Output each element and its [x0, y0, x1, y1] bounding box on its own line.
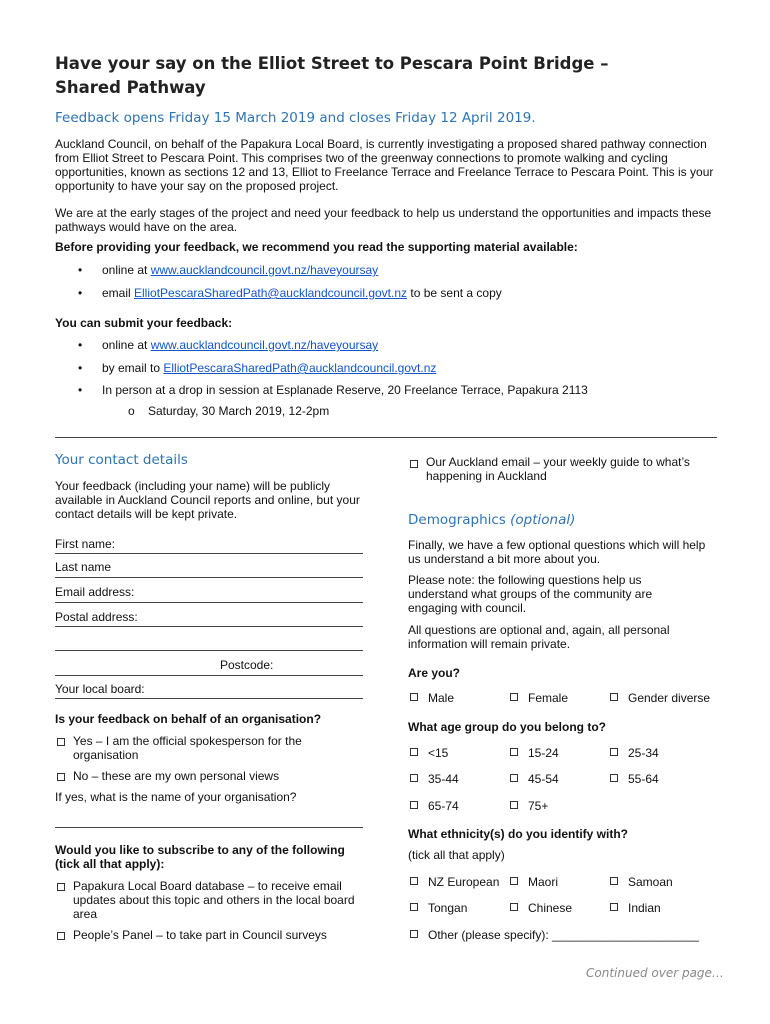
org-yes-option: Yes – I am the official spokesperson for the organisation	[73, 734, 302, 762]
organisation-question: Is your feedback on behalf of an organisation?	[55, 712, 322, 726]
postcode-field[interactable]	[55, 675, 363, 676]
postal-address-field-line2[interactable]	[55, 650, 363, 651]
gender-option-diverse[interactable]: Gender diverse	[610, 691, 710, 705]
page-title: Have your say on the Elliot Street to Pescara Point Bridge – Shared Pathway	[55, 54, 609, 97]
submit-item-online: online at www.aucklandcouncil.govt.nz/haveyoursay	[102, 338, 379, 352]
before-heading: Before providing your feedback, we recommend you read the supporting material available:	[55, 240, 578, 254]
bullet: •	[78, 383, 83, 397]
last-name-field[interactable]	[55, 577, 363, 578]
age-option[interactable]: <15	[410, 746, 448, 760]
local-board-label: Your local board:	[55, 682, 145, 696]
age-option[interactable]: 25-34	[610, 746, 659, 760]
continued-note: Continued over page…	[586, 966, 724, 980]
ethnicity-question: What ethnicity(s) do you identify with?	[408, 827, 628, 841]
before-item-online: online at www.aucklandcouncil.govt.nz/haveyoursay	[102, 263, 379, 277]
org-no-option: No – these are my own personal views	[73, 769, 280, 783]
intro-paragraph: Auckland Council, on behalf of the Papakura Local Board, is currently investigating a proposed shared pathway connection from Elliot Street to Pescara Point. This comprises two of the greenway connections to promote walking and cycling opportunities, known as sections 12 and 13, Elliot to Freelance Terrace and Freelance Terrace to Pescara Point. This is your opportunity to have your say on the proposed project.	[55, 137, 714, 193]
bullet: •	[78, 263, 83, 277]
email-label: Email address:	[55, 585, 135, 599]
sub-bullet: o	[128, 404, 135, 418]
before-item-email: email ElliotPescaraSharedPath@aucklandcouncil.govt.nz to be sent a copy	[102, 286, 502, 300]
organisation-name-field[interactable]	[55, 827, 363, 828]
ethnicity-note: (tick all that apply)	[408, 848, 505, 862]
haveyoursay-link[interactable]: www.aucklandcouncil.govt.nz/haveyoursay	[150, 338, 379, 352]
ethnicity-option[interactable]: Tongan	[410, 901, 467, 915]
demographics-privacy: All questions are optional and, again, all personal information will remain private.	[408, 623, 670, 651]
checkbox[interactable]	[57, 773, 65, 781]
checkbox[interactable]	[57, 883, 65, 891]
bullet: •	[78, 338, 83, 352]
gender-option-male[interactable]: Male	[410, 691, 454, 705]
ethnicity-other-option[interactable]: Other (please specify): ______________________	[410, 928, 699, 942]
ethnicity-option[interactable]: Chinese	[510, 901, 572, 915]
contact-note: Your feedback (including your name) will be publicly available in Auckland Council reports and online, but your contact details will be kept private.	[55, 479, 360, 521]
local-board-field[interactable]	[55, 698, 363, 699]
email-link[interactable]: ElliotPescaraSharedPath@aucklandcouncil.govt.nz	[163, 361, 437, 375]
section-divider	[55, 437, 717, 438]
subscribe-question: Would you like to subscribe to any of the following (tick all that apply):	[55, 843, 345, 871]
age-option[interactable]: 75+	[510, 799, 548, 813]
email-link[interactable]: ElliotPescaraSharedPath@aucklandcouncil.govt.nz	[134, 286, 408, 300]
age-option[interactable]: 15-24	[510, 746, 559, 760]
feedback-dates: Feedback opens Friday 15 March 2019 and closes Friday 12 April 2019.	[55, 110, 536, 126]
subscribe-option-peoples-panel: People’s Panel – to take part in Council surveys	[73, 928, 327, 942]
first-name-field[interactable]	[55, 553, 363, 554]
gender-question: Are you?	[408, 666, 461, 680]
postal-address-field[interactable]	[55, 626, 363, 627]
subscribe-option-local-board: Papakura Local Board database – to receive email updates about this topic and others in the local board area	[73, 879, 355, 921]
ethnicity-option[interactable]: NZ European	[410, 875, 499, 889]
haveyoursay-link[interactable]: www.aucklandcouncil.govt.nz/haveyoursay	[150, 263, 379, 277]
checkbox[interactable]	[410, 460, 418, 468]
early-stage-paragraph: We are at the early stages of the project and need your feedback to help us understand the opportunities and impacts these pathways would have on the area.	[55, 206, 712, 234]
drop-in-session-date: Saturday, 30 March 2019, 12-2pm	[148, 404, 330, 418]
checkbox[interactable]	[57, 932, 65, 940]
postal-address-label: Postal address:	[55, 610, 138, 624]
age-option[interactable]: 45-54	[510, 772, 559, 786]
age-option[interactable]: 65-74	[410, 799, 459, 813]
bullet: •	[78, 286, 83, 300]
subscribe-option-our-auckland: Our Auckland email – your weekly guide to what’s happening in Auckland	[426, 455, 690, 483]
submit-item-email: by email to ElliotPescaraSharedPath@aucklandcouncil.govt.nz	[102, 361, 437, 375]
submit-item-in-person: In person at a drop in session at Esplanade Reserve, 20 Freelance Terrace, Papakura 2113	[102, 383, 588, 397]
demographics-heading: Demographics (optional)	[408, 512, 576, 528]
last-name-label: Last name	[55, 560, 112, 574]
email-field[interactable]	[55, 602, 363, 603]
bullet: •	[78, 361, 83, 375]
first-name-label: First name:	[55, 537, 116, 551]
submit-heading: You can submit your feedback:	[55, 316, 233, 330]
age-option[interactable]: 55-64	[610, 772, 659, 786]
demographics-intro: Finally, we have a few optional questions which will help us understand a bit more about you.	[408, 538, 706, 566]
gender-option-female[interactable]: Female	[510, 691, 568, 705]
contact-heading: Your contact details	[55, 452, 188, 468]
age-option[interactable]: 35-44	[410, 772, 459, 786]
postcode-label: Postcode:	[220, 658, 274, 672]
organisation-name-question: If yes, what is the name of your organisation?	[55, 790, 297, 804]
demographics-note: Please note: the following questions help us understand what groups of the community are engaging with council.	[408, 573, 653, 615]
ethnicity-option[interactable]: Samoan	[610, 875, 673, 889]
age-question: What age group do you belong to?	[408, 720, 606, 734]
checkbox[interactable]	[57, 738, 65, 746]
ethnicity-option[interactable]: Indian	[610, 901, 661, 915]
ethnicity-option[interactable]: Maori	[510, 875, 558, 889]
